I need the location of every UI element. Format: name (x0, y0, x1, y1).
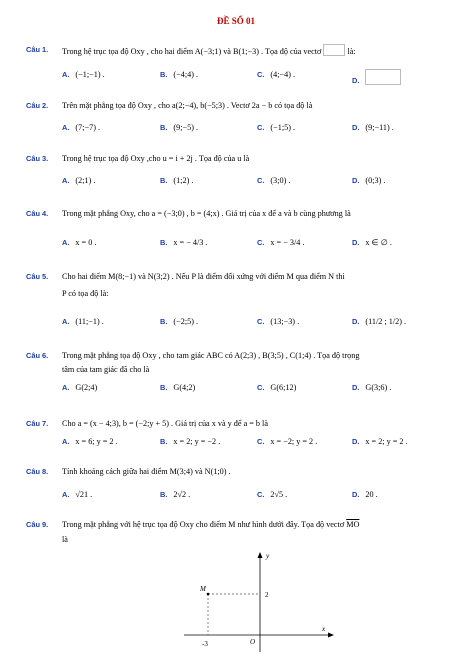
question-number: Câu 6. (26, 351, 49, 360)
option-a[interactable]: A. (7;−7) . (62, 123, 101, 132)
question-text: Trong hệ trục tọa độ Oxy , cho hai điểm A(−3;1) và B(1;−3) . Tọa độ của vectơ (62, 47, 322, 56)
point-m (207, 593, 210, 596)
y-axis-arrow (258, 552, 263, 558)
question-text: Trong mặt phẳng với hệ trục tọa độ Oxy cho điểm M như hình dưới đây. Tọa độ vectơ (62, 520, 345, 529)
option-a[interactable]: A. G(2;4) (62, 383, 98, 392)
option-c[interactable]: C. (−1;5) . (257, 123, 296, 132)
option-c[interactable]: C. (4;−4) . (257, 70, 296, 79)
option-b[interactable]: B. (−4;4) . (160, 70, 199, 79)
question-text: Cho hai điểm M(8;−1) và N(3;2) . Nếu P là điểm đối xứng với điểm M qua điểm N thì (62, 272, 345, 281)
missing-formula-box (365, 69, 401, 85)
point-m-label: M (200, 585, 206, 593)
question-tail: là: (347, 47, 356, 56)
question-number: Câu 7. (26, 419, 49, 428)
option-b[interactable]: B. (9;−5) . (160, 123, 199, 132)
question-number: Câu 1. (26, 45, 49, 54)
question-text: Trong mặt phẳng Oxy, cho a = (−3;0) , b = (4;x) . Giá trị của x để a và b cùng phương là (62, 209, 351, 218)
question-number: Câu 5. (26, 272, 49, 281)
option-b[interactable]: B. 2√2 . (160, 490, 191, 499)
origin-label: O (250, 638, 256, 646)
option-b[interactable]: B. (−2;5) . (160, 317, 199, 326)
option-b[interactable]: B. (1;2) . (160, 176, 194, 185)
option-d[interactable]: D. 20 . (352, 490, 378, 499)
x-tick-label: -3 (202, 640, 208, 648)
y-tick-label: 2 (265, 591, 269, 599)
option-d[interactable]: D. (11/2 ; 1/2) . (352, 317, 407, 326)
option-b[interactable]: B. G(4;2) (160, 383, 196, 392)
exam-title: ĐỀ SỐ 01 (216, 16, 255, 26)
option-b[interactable]: B. x = − 4/3 . (160, 238, 208, 247)
option-a[interactable]: A. x = 6; y = 2 . (62, 437, 118, 446)
question-number: Câu 3. (26, 154, 49, 163)
x-axis-label: x (322, 625, 326, 633)
question-text-continued: tâm của tam giác đã cho là (62, 365, 150, 374)
option-c[interactable]: C. (13;−3) . (257, 317, 300, 326)
question-number: Câu 9. (26, 520, 49, 529)
option-d[interactable]: D. x = 2; y = 2 . (352, 437, 408, 446)
option-c[interactable]: C. (3;0) . (257, 176, 291, 185)
option-d[interactable]: D. x ∈ ∅ . (352, 238, 392, 247)
question-number: Câu 8. (26, 467, 49, 476)
question-text: Cho a = (x − 4;3), b = (−2;y + 5) . Giá trị của x và y để a = b là (62, 419, 268, 428)
option-c[interactable]: C. 2√5 . (257, 490, 288, 499)
option-c[interactable]: C. x = − 3/4 . (257, 238, 305, 247)
option-d[interactable]: D. (352, 69, 401, 86)
question-text: Tính khoảng cách giữa hai điểm M(3;4) và N(1;0) . (62, 467, 231, 476)
option-c[interactable]: C. G(6;12) (257, 383, 297, 392)
coordinate-figure (180, 548, 340, 658)
question-text: Trong hệ trục tọa độ Oxy ,cho u = i + 2j . Tọa độ của u là (62, 154, 250, 163)
x-axis-arrow (328, 633, 334, 638)
vector-mo: $\overline{MO}$ (346, 520, 360, 529)
question-number: Câu 4. (26, 209, 49, 218)
option-d[interactable]: D. (0;3) . (352, 176, 386, 185)
question-text-continued: P có tọa độ là: (62, 289, 109, 298)
option-a[interactable]: A. (11;−1) . (62, 317, 104, 326)
option-a[interactable]: A. (−1;−1) . (62, 70, 105, 79)
option-a[interactable]: A. √21 . (62, 490, 93, 499)
option-d[interactable]: D. (9;−11) . (352, 123, 394, 132)
question-number: Câu 2. (26, 101, 49, 110)
option-c[interactable]: C. x = −2; y = 2 . (257, 437, 318, 446)
option-a[interactable]: A. x = 0 . (62, 238, 97, 247)
option-a[interactable]: A. (2;1) . (62, 176, 96, 185)
y-axis-label: y (266, 552, 270, 560)
question-text: Trong mặt phẳng tọa độ Oxy , cho tam giác ABC có A(2;3) , B(3;5) , C(1;4) . Tọa độ trọng (62, 351, 360, 360)
missing-formula-box (323, 44, 345, 56)
option-b[interactable]: B. x = 2; y = −2 . (160, 437, 221, 446)
question-text: Trên mặt phẳng tọa độ Oxy , cho a(2;−4), b(−5;3) . Vectơ 2a − b có tọa độ là (62, 101, 313, 110)
question-text-continued: là (62, 535, 68, 544)
option-d[interactable]: D. G(3;6) . (352, 383, 392, 392)
